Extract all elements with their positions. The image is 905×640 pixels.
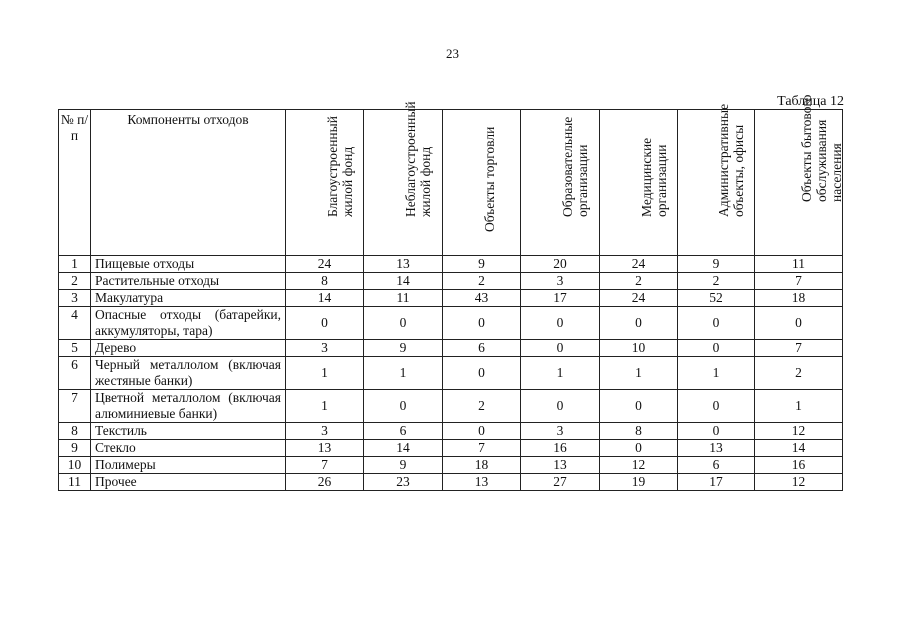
cell-value: 1 [521, 357, 600, 390]
table-caption: Таблица 12 [777, 94, 844, 109]
cell-value: 24 [600, 256, 678, 273]
component-name: Опасные отходы (батарейки, аккумуляторы, тара) [91, 307, 286, 340]
cell-value: 9 [364, 340, 443, 357]
row-number: 3 [59, 290, 91, 307]
table-row [59, 340, 843, 357]
component-name: Дерево [91, 340, 286, 357]
row-number: 8 [59, 423, 91, 440]
cell-value: 1 [286, 390, 364, 423]
table-row [59, 273, 843, 290]
row-number: 11 [59, 474, 91, 491]
cell-value: 8 [286, 273, 364, 290]
cell-value: 13 [286, 440, 364, 457]
table-row [59, 457, 843, 474]
cell-value: 7 [443, 440, 521, 457]
cell-value: 0 [678, 390, 755, 423]
cell-value: 12 [755, 423, 843, 440]
cell-value: 0 [678, 340, 755, 357]
cell-value: 23 [364, 474, 443, 491]
component-name: Стекло [91, 440, 286, 457]
cell-value: 9 [678, 256, 755, 273]
cell-value: 1 [755, 390, 843, 423]
header-col-2: Неблагоустроенный жилой фонд [364, 110, 443, 256]
row-number: 7 [59, 390, 91, 423]
page-number: 23 [446, 46, 459, 61]
header-number: № п/п [59, 110, 91, 256]
table-row [59, 290, 843, 307]
cell-value: 26 [286, 474, 364, 491]
cell-value: 0 [443, 307, 521, 340]
cell-value: 11 [364, 290, 443, 307]
cell-value: 19 [600, 474, 678, 491]
cell-value: 27 [521, 474, 600, 491]
table-row [59, 357, 843, 390]
cell-value: 0 [600, 307, 678, 340]
cell-value: 0 [364, 390, 443, 423]
cell-value: 20 [521, 256, 600, 273]
header-component: Компоненты отходов [91, 110, 286, 256]
cell-value: 0 [521, 307, 600, 340]
cell-value: 0 [755, 307, 843, 340]
cell-value: 1 [678, 357, 755, 390]
cell-value: 52 [678, 290, 755, 307]
component-name: Полимеры [91, 457, 286, 474]
cell-value: 0 [600, 390, 678, 423]
cell-value: 18 [443, 457, 521, 474]
header-col-5: Медицинские организации [600, 110, 678, 256]
table-row [59, 440, 843, 457]
cell-value: 6 [364, 423, 443, 440]
component-name: Цветной металлолом (включая алюминиевые банки) [91, 390, 286, 423]
row-number: 9 [59, 440, 91, 457]
cell-value: 13 [521, 457, 600, 474]
cell-value: 0 [678, 423, 755, 440]
row-number: 5 [59, 340, 91, 357]
row-number: 1 [59, 256, 91, 273]
cell-value: 12 [755, 474, 843, 491]
row-number: 6 [59, 357, 91, 390]
cell-value: 0 [600, 440, 678, 457]
row-number: 2 [59, 273, 91, 290]
cell-value: 8 [600, 423, 678, 440]
cell-value: 2 [678, 273, 755, 290]
cell-value: 14 [286, 290, 364, 307]
cell-value: 0 [286, 307, 364, 340]
cell-value: 13 [364, 256, 443, 273]
cell-value: 14 [364, 273, 443, 290]
header-col-1: Благоустроенный жилой фонд [286, 110, 364, 256]
cell-value: 24 [600, 290, 678, 307]
cell-value: 12 [600, 457, 678, 474]
cell-value: 1 [286, 357, 364, 390]
cell-value: 10 [600, 340, 678, 357]
cell-value: 14 [364, 440, 443, 457]
cell-value: 17 [678, 474, 755, 491]
component-name: Растительные отходы [91, 273, 286, 290]
cell-value: 13 [443, 474, 521, 491]
header-col-4: Образовательные организации [521, 110, 600, 256]
cell-value: 14 [755, 440, 843, 457]
component-name: Пищевые отходы [91, 256, 286, 273]
cell-value: 0 [521, 390, 600, 423]
cell-value: 2 [443, 390, 521, 423]
cell-value: 3 [521, 273, 600, 290]
cell-value: 0 [364, 307, 443, 340]
cell-value: 0 [443, 423, 521, 440]
cell-value: 7 [755, 273, 843, 290]
cell-value: 2 [755, 357, 843, 390]
row-number: 10 [59, 457, 91, 474]
component-name: Прочее [91, 474, 286, 491]
component-name: Текстиль [91, 423, 286, 440]
cell-value: 7 [755, 340, 843, 357]
table-row [59, 390, 843, 423]
cell-value: 0 [678, 307, 755, 340]
cell-value: 2 [443, 273, 521, 290]
component-name: Черный металлолом (включая жестяные банки) [91, 357, 286, 390]
header-col-7: Объекты бытового обслуживания населения [755, 110, 843, 256]
cell-value: 7 [286, 457, 364, 474]
cell-value: 1 [600, 357, 678, 390]
component-name: Макулатура [91, 290, 286, 307]
table-row [59, 307, 843, 340]
cell-value: 3 [286, 340, 364, 357]
cell-value: 11 [755, 256, 843, 273]
cell-value: 16 [521, 440, 600, 457]
cell-value: 43 [443, 290, 521, 307]
cell-value: 13 [678, 440, 755, 457]
cell-value: 1 [364, 357, 443, 390]
row-number: 4 [59, 307, 91, 340]
cell-value: 0 [521, 340, 600, 357]
cell-value: 24 [286, 256, 364, 273]
cell-value: 0 [443, 357, 521, 390]
cell-value: 3 [521, 423, 600, 440]
cell-value: 16 [755, 457, 843, 474]
header-row [59, 110, 843, 256]
table-row [59, 256, 843, 273]
cell-value: 9 [443, 256, 521, 273]
header-col-6: Административные объекты, офисы [678, 110, 755, 256]
cell-value: 3 [286, 423, 364, 440]
cell-value: 9 [364, 457, 443, 474]
table-row [59, 474, 843, 491]
cell-value: 18 [755, 290, 843, 307]
cell-value: 17 [521, 290, 600, 307]
cell-value: 6 [443, 340, 521, 357]
table-row [59, 423, 843, 440]
header-col-3: Объекты торговли [443, 110, 521, 256]
cell-value: 6 [678, 457, 755, 474]
cell-value: 2 [600, 273, 678, 290]
